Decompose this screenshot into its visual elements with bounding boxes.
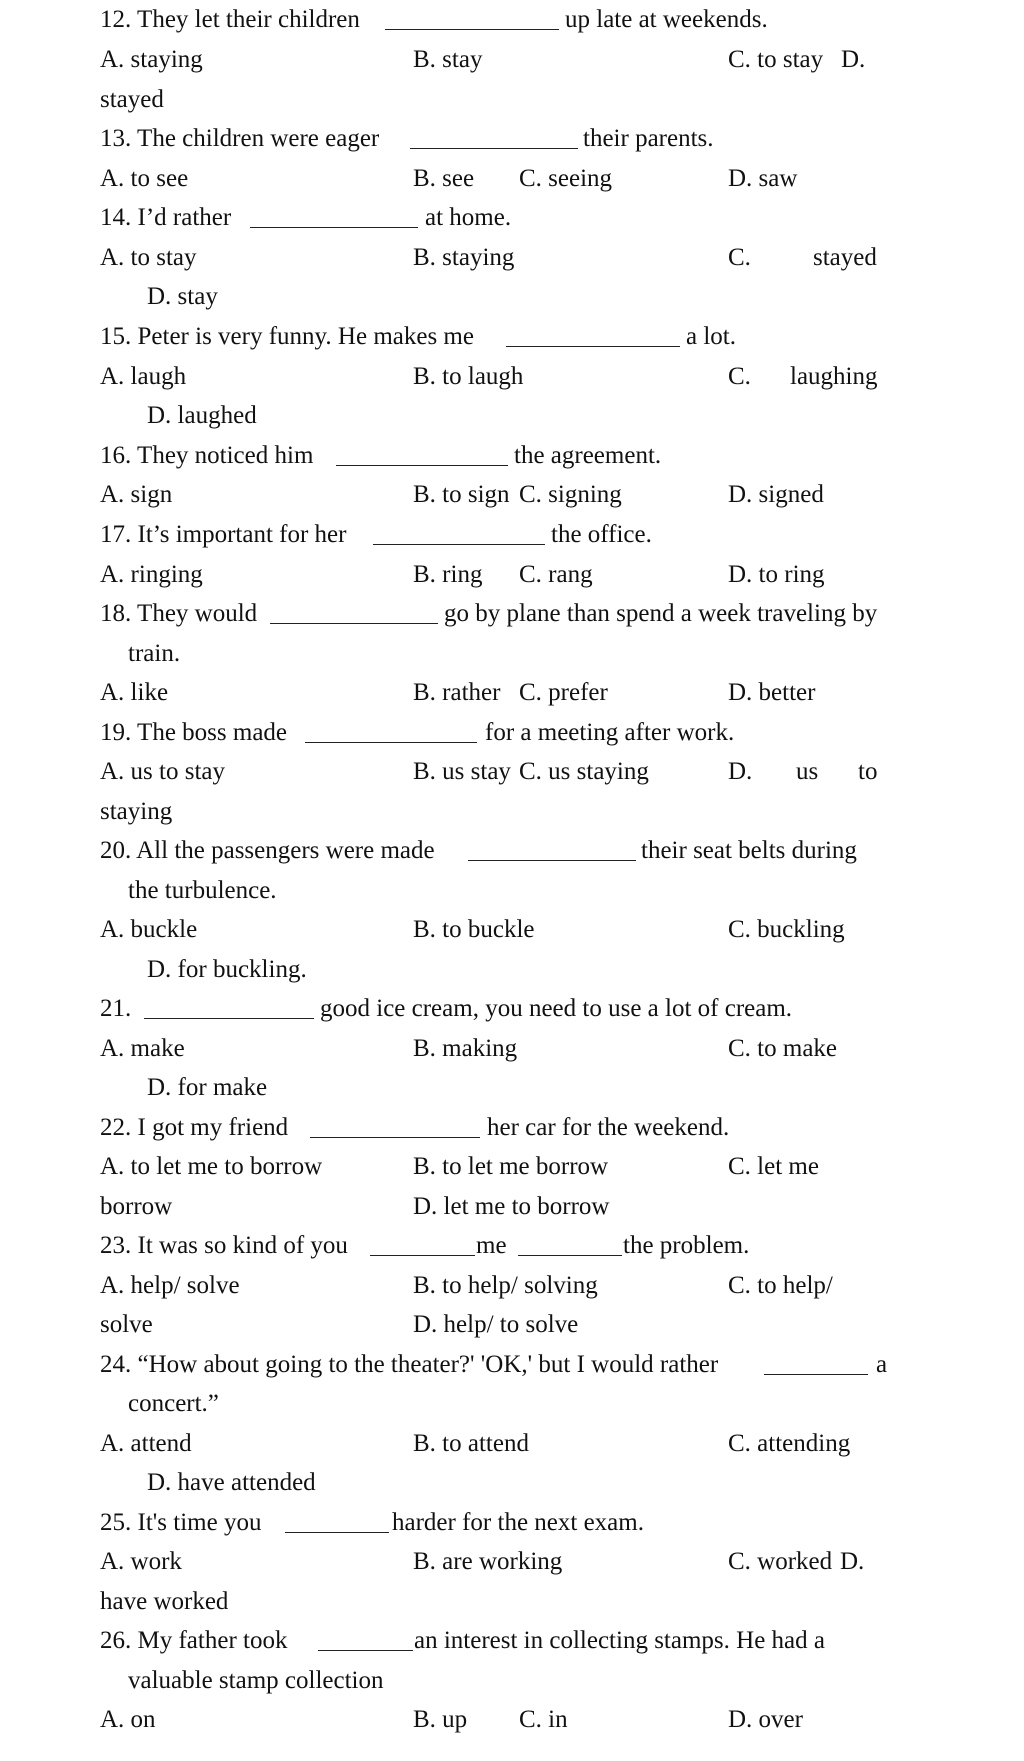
option-b: B. making	[413, 1035, 518, 1062]
question-26-stem	[0, 1621, 1024, 1661]
option-b: B. to buckle	[413, 916, 535, 943]
question-21-stem	[0, 989, 1024, 1029]
question-18-options	[0, 673, 1024, 713]
option-b: B. us stay	[413, 758, 511, 785]
question-24-stem	[0, 1345, 1024, 1385]
answer-blank	[518, 1255, 622, 1256]
question-stem-text: 17. It’s important for her	[100, 521, 347, 548]
question-stem-text: 14. I’d rather	[100, 204, 232, 231]
question-stem-text: 15. Peter is very funny. He makes me	[100, 323, 474, 350]
option-b: B. to laugh	[413, 363, 524, 390]
question-stem-text: me	[476, 1232, 507, 1259]
option-c: C. in	[519, 1706, 568, 1733]
question-21-options	[0, 1029, 1024, 1069]
question-stem-text: the office.	[551, 521, 652, 548]
option-a: A. work	[100, 1548, 182, 1575]
option-c: C. attending	[728, 1430, 851, 1457]
question-stem-text: go by plane than spend a week traveling by	[444, 600, 878, 627]
option-c: C.	[728, 244, 751, 271]
option-c-word: laughing	[790, 363, 878, 390]
question-stem-continued: valuable stamp collection	[128, 1667, 384, 1694]
question-24-options-cont	[0, 1463, 1024, 1503]
option-a: A. sign	[100, 481, 173, 508]
option-d: D. have attended	[147, 1469, 316, 1496]
question-23-options	[0, 1266, 1024, 1306]
option-d-continued: have worked	[100, 1588, 229, 1615]
option-b: B. ring	[413, 561, 483, 588]
option-a: A. buckle	[100, 916, 198, 943]
option-a: A. to let me to borrow	[100, 1153, 323, 1180]
option-c: C. us staying	[519, 758, 649, 785]
question-13-stem	[0, 119, 1024, 159]
question-stem-text: 22. I got my friend	[100, 1114, 289, 1141]
question-16-options	[0, 475, 1024, 515]
option-c-word: stayed	[813, 244, 877, 271]
question-14-stem	[0, 198, 1024, 238]
option-b: B. to let me borrow	[413, 1153, 609, 1180]
question-stem-text: 13. The children were eager	[100, 125, 380, 152]
question-stem-text: their parents.	[583, 125, 714, 152]
question-stem-text: her car for the weekend.	[487, 1114, 730, 1141]
question-stem-text: 18. They would	[100, 600, 258, 627]
option-d: D. stay	[147, 283, 218, 310]
option-c: C. rang	[519, 561, 593, 588]
question-stem-text: 23. It was so kind of you	[100, 1232, 348, 1259]
question-stem-text: the problem.	[623, 1232, 750, 1259]
option-a: A. ringing	[100, 561, 203, 588]
answer-blank	[144, 1018, 314, 1019]
question-25-stem	[0, 1503, 1024, 1543]
option-b: B. see	[413, 165, 475, 192]
option-a: A. to see	[100, 165, 189, 192]
option-a: A. like	[100, 679, 169, 706]
question-stem-text: their seat belts during	[641, 837, 857, 864]
question-25-options	[0, 1542, 1024, 1582]
question-20-options	[0, 910, 1024, 950]
option-c: C. seeing	[519, 165, 613, 192]
answer-blank	[764, 1374, 868, 1375]
option-b: B. staying	[413, 244, 515, 271]
question-14-options-cont	[0, 277, 1024, 317]
question-22-options	[0, 1147, 1024, 1187]
question-17-stem	[0, 515, 1024, 555]
option-c: C. worked	[728, 1548, 833, 1575]
option-d: D. saw	[728, 165, 798, 192]
option-d: D. better	[728, 679, 816, 706]
question-17-options	[0, 555, 1024, 595]
question-stem-text: 24. “How about going to the theater?' 'OK,' but I would rather	[100, 1351, 719, 1378]
question-stem-text: 16. They noticed him	[100, 442, 314, 469]
option-c: C. prefer	[519, 679, 608, 706]
question-26-stem-cont	[0, 1661, 1024, 1701]
answer-blank	[318, 1650, 413, 1651]
option-d: D. for make	[147, 1074, 268, 1101]
answer-blank	[370, 1255, 475, 1256]
option-c: C. let me	[728, 1153, 819, 1180]
option-c: C. to make	[728, 1035, 838, 1062]
question-19-stem	[0, 713, 1024, 753]
answer-blank	[506, 346, 680, 347]
question-18-stem	[0, 594, 1024, 634]
option-c: C.	[728, 363, 751, 390]
option-c: C. to stay	[728, 46, 824, 73]
answer-blank	[385, 29, 559, 30]
option-b: B. to attend	[413, 1430, 529, 1457]
question-15-options	[0, 357, 1024, 397]
option-b: B. to help/ solving	[413, 1272, 598, 1299]
question-26-options	[0, 1700, 1024, 1740]
question-12-options	[0, 40, 1024, 80]
question-13-options	[0, 159, 1024, 199]
option-d: D. laughed	[147, 402, 257, 429]
question-stem-text: an interest in collecting stamps. He had a	[414, 1627, 825, 1654]
option-d: D. to ring	[728, 561, 825, 588]
answer-blank	[285, 1532, 389, 1533]
answer-blank	[410, 148, 578, 149]
option-d: D. signed	[728, 481, 824, 508]
question-stem-text: up late at weekends.	[565, 6, 768, 33]
question-stem-text: 25. It's time you	[100, 1509, 262, 1536]
option-d-continued: stayed	[100, 86, 164, 113]
question-stem-text: 19. The boss made	[100, 719, 288, 746]
question-20-options-cont	[0, 950, 1024, 990]
option-a: A. attend	[100, 1430, 192, 1457]
answer-blank	[305, 742, 477, 743]
option-d-continued: staying	[100, 798, 173, 825]
option-b: B. up	[413, 1706, 468, 1733]
question-12-stem	[0, 0, 1024, 40]
question-24-options	[0, 1424, 1024, 1464]
question-stem-text: a	[876, 1351, 888, 1378]
option-d-word: to	[858, 758, 878, 785]
option-d: D. over	[728, 1706, 803, 1733]
answer-blank	[468, 860, 636, 861]
question-14-options	[0, 238, 1024, 278]
question-19-options-cont	[0, 792, 1024, 832]
answer-blank	[336, 465, 508, 466]
question-22-stem	[0, 1108, 1024, 1148]
option-c-continued: solve	[100, 1311, 153, 1338]
option-a: A. help/ solve	[100, 1272, 240, 1299]
option-d: D. help/ to solve	[413, 1311, 579, 1338]
answer-blank	[373, 544, 545, 545]
question-12-options-cont	[0, 80, 1024, 120]
option-a: A. on	[100, 1706, 156, 1733]
option-c-continued: borrow	[100, 1193, 173, 1220]
question-stem-text: good ice cream, you need to use a lot of cream.	[320, 995, 793, 1022]
question-stem-continued: train.	[128, 640, 181, 667]
option-a: A. staying	[100, 46, 203, 73]
option-b: B. to sign	[413, 481, 510, 508]
option-c: C. signing	[519, 481, 622, 508]
option-a: A. to stay	[100, 244, 197, 271]
question-stem-text: 12. They let their children	[100, 6, 360, 33]
question-21-options-cont	[0, 1068, 1024, 1108]
question-15-options-cont	[0, 396, 1024, 436]
question-23-options-cont	[0, 1305, 1024, 1345]
option-c: C. to help/	[728, 1272, 833, 1299]
option-d: D. for buckling.	[147, 956, 307, 983]
question-20-stem	[0, 831, 1024, 871]
question-22-options-cont	[0, 1187, 1024, 1227]
question-24-stem-cont	[0, 1384, 1024, 1424]
option-d: D.	[728, 758, 753, 785]
question-stem-text: at home.	[425, 204, 512, 231]
question-stem-text: the agreement.	[514, 442, 662, 469]
question-15-stem	[0, 317, 1024, 357]
option-d: D.	[841, 46, 866, 73]
question-stem-text: a lot.	[686, 323, 736, 350]
option-b: B. are working	[413, 1548, 563, 1575]
answer-blank	[270, 623, 438, 624]
option-b: B. stay	[413, 46, 483, 73]
question-stem-text: for a meeting after work.	[485, 719, 735, 746]
question-18-stem-cont	[0, 634, 1024, 674]
question-stem-text: 26. My father took	[100, 1627, 288, 1654]
question-25-options-cont	[0, 1582, 1024, 1622]
option-a: A. laugh	[100, 363, 187, 390]
option-a: A. us to stay	[100, 758, 225, 785]
question-stem-text: 21.	[100, 995, 132, 1022]
option-d: D. let me to borrow	[413, 1193, 610, 1220]
question-stem-continued: concert.”	[128, 1390, 219, 1417]
question-19-options	[0, 752, 1024, 792]
option-d: D.	[840, 1548, 865, 1575]
answer-blank	[310, 1137, 480, 1138]
question-23-stem	[0, 1226, 1024, 1266]
option-c: C. buckling	[728, 916, 845, 943]
option-a: A. make	[100, 1035, 185, 1062]
option-b: B. rather	[413, 679, 501, 706]
question-20-stem-cont	[0, 871, 1024, 911]
question-16-stem	[0, 436, 1024, 476]
question-stem-continued: the turbulence.	[128, 877, 277, 904]
option-d-word: us	[796, 758, 819, 785]
question-stem-text: harder for the next exam.	[392, 1509, 644, 1536]
answer-blank	[250, 227, 418, 228]
question-stem-text: 20. All the passengers were made	[100, 837, 435, 864]
